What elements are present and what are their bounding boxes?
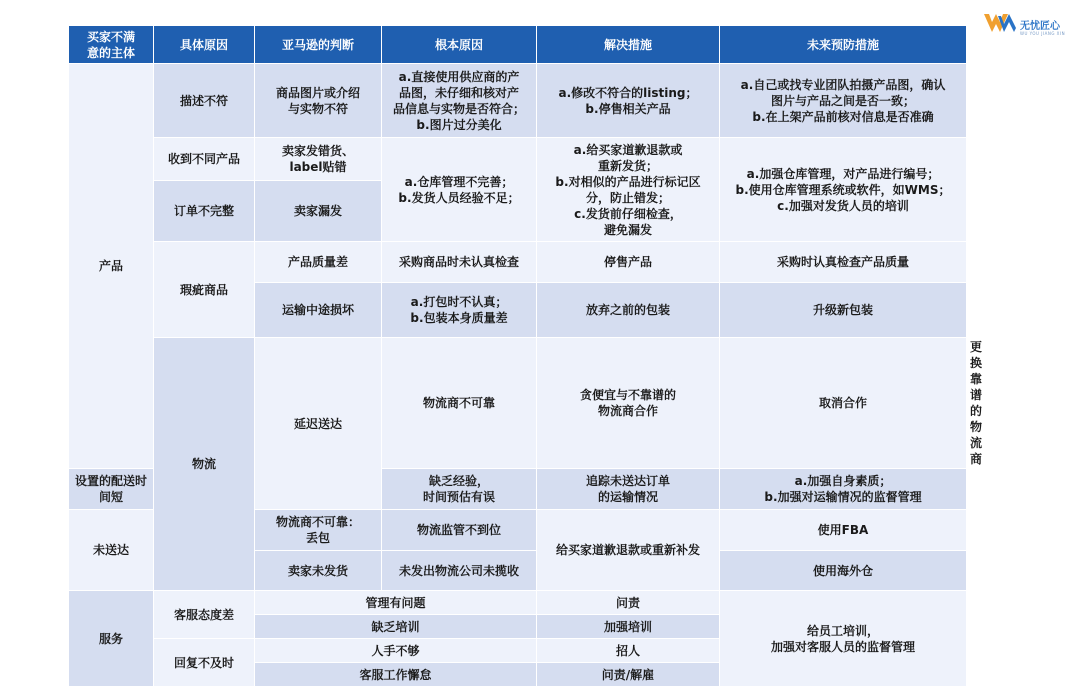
solution-refund: 给买家道歉退款或重新补发 — [537, 510, 720, 591]
header-prevention: 未来预防措施 — [720, 26, 967, 64]
table-row: 物流 延迟送达 物流商不可靠 贪便宜与不靠谱的 物流商合作 取消合作 更换靠谱的物流商 — [69, 338, 967, 469]
judgment-damaged: 运输中途损坏 — [255, 283, 382, 338]
reason-wrong-item: 收到不同产品 — [154, 138, 255, 181]
root-management: 管理有问题 — [255, 591, 537, 615]
subject-logistics: 物流 — [154, 338, 255, 591]
root-cheap: 贪便宜与不靠谱的 物流商合作 — [537, 338, 720, 469]
prevention-supervise: a.加强自身素质； b.加强对运输情况的监督管理 — [720, 469, 967, 510]
judgment-carrier: 物流商不可靠 — [382, 338, 537, 469]
root-warehouse: a.仓库管理不完善； b.发货人员经验不足； — [382, 138, 537, 242]
solution-old-packaging: 放弃之前的包装 — [537, 283, 720, 338]
root-supervision: 物流监管不到位 — [382, 510, 537, 551]
judgment-lost: 物流商不可靠： 丢包 — [255, 510, 382, 551]
solution-accountability: 问责 — [537, 591, 720, 615]
judgment-incomplete: 卖家漏发 — [255, 181, 382, 242]
header-subject: 买家不满 意的主体 — [69, 26, 154, 64]
solution-hire: 招人 — [537, 639, 720, 663]
root-carrier-not-picked: 未发出物流公司未揽收 — [382, 551, 537, 591]
logo-text: 无忧匠心 — [1020, 21, 1060, 32]
root-purchase: 采购商品时未认真检查 — [382, 242, 537, 283]
subject-product: 产品 — [69, 64, 154, 469]
reason-defect: 瑕疵商品 — [154, 242, 255, 338]
subject-service: 服务 — [69, 591, 154, 687]
reason-attitude: 客服态度差 — [154, 591, 255, 639]
judgment-short-time: 设置的配送时间短 — [69, 469, 154, 510]
solution-training: 加强培训 — [537, 615, 720, 639]
header-reason: 具体原因 — [154, 26, 255, 64]
solution-mismatch: a.修改不符合的listing； b.停售相关产品 — [537, 64, 720, 138]
solution-dismiss: 问责/解雇 — [537, 663, 720, 687]
table-row — [69, 242, 967, 283]
prevention-mismatch: a.自己或找专业团队拍摄产品图，确认 图片与产品之间是否一致； b.在上架产品前核对信息是否准确 — [720, 64, 967, 138]
root-mismatch: a.直接使用供应商的产 品图，未仔细和核对产 品信息与实物是否符合； b.图片过分美化 — [382, 64, 537, 138]
root-lazy: 客服工作懈怠 — [255, 663, 537, 687]
header-solution: 解决措施 — [537, 26, 720, 64]
root-inexperience: 缺乏经验， 时间预估有误 — [382, 469, 537, 510]
reason-delay: 延迟送达 — [255, 338, 382, 510]
reason-not-delivered: 未送达 — [69, 510, 154, 591]
logo-mark-icon — [982, 10, 1018, 38]
table-row — [69, 138, 967, 181]
root-packing: a.打包时不认真； b.包装本身质量差 — [382, 283, 537, 338]
reason-mismatch: 描述不符 — [154, 64, 255, 138]
judgment-quality: 产品质量差 — [255, 242, 382, 283]
judgment-wrong-item: 卖家发错货、 label贴错 — [255, 138, 382, 181]
prevention-service: 给员工培训， 加强对客服人员的监督管理 — [720, 591, 967, 687]
header-amazon-judgment: 亚马逊的判断 — [255, 26, 382, 64]
root-training: 缺乏培训 — [255, 615, 537, 639]
solution-cancel: 取消合作 — [720, 338, 967, 469]
judgment-mismatch: 商品图片或介绍 与实物不符 — [255, 64, 382, 138]
logo-subtext: WU YOU JIANG XIN — [1020, 31, 1066, 36]
table-row — [69, 591, 967, 615]
solution-track: 追踪未送达订单 的运输情况 — [537, 469, 720, 510]
complaint-table — [68, 25, 983, 687]
judgment-not-shipped: 卖家未发货 — [255, 551, 382, 591]
prevention-purchase: 采购时认真检查产品质量 — [720, 242, 967, 283]
root-staff: 人手不够 — [255, 639, 537, 663]
prevention-warehouse: a.加强仓库管理，对产品进行编号； b.使用仓库管理系统或软件，如WMS； c.加强对发货人员的培训 — [720, 138, 967, 242]
prevention-fba: 使用FBA — [720, 510, 967, 551]
solution-stop-sale: 停售产品 — [537, 242, 720, 283]
brand-logo — [982, 8, 1074, 42]
prevention-packaging: 升级新包装 — [720, 283, 967, 338]
reason-incomplete: 订单不完整 — [154, 181, 255, 242]
table-row — [69, 64, 967, 138]
table-header-row — [69, 26, 967, 64]
prevention-overseas: 使用海外仓 — [720, 551, 967, 591]
reason-slow-reply: 回复不及时 — [154, 639, 255, 687]
solution-warehouse: a.给买家道歉退款或 重新发货； b.对相似的产品进行标记区 分，防止错发； c.发货前仔细检查， 避免漏发 — [537, 138, 720, 242]
header-root-cause: 根本原因 — [382, 26, 537, 64]
